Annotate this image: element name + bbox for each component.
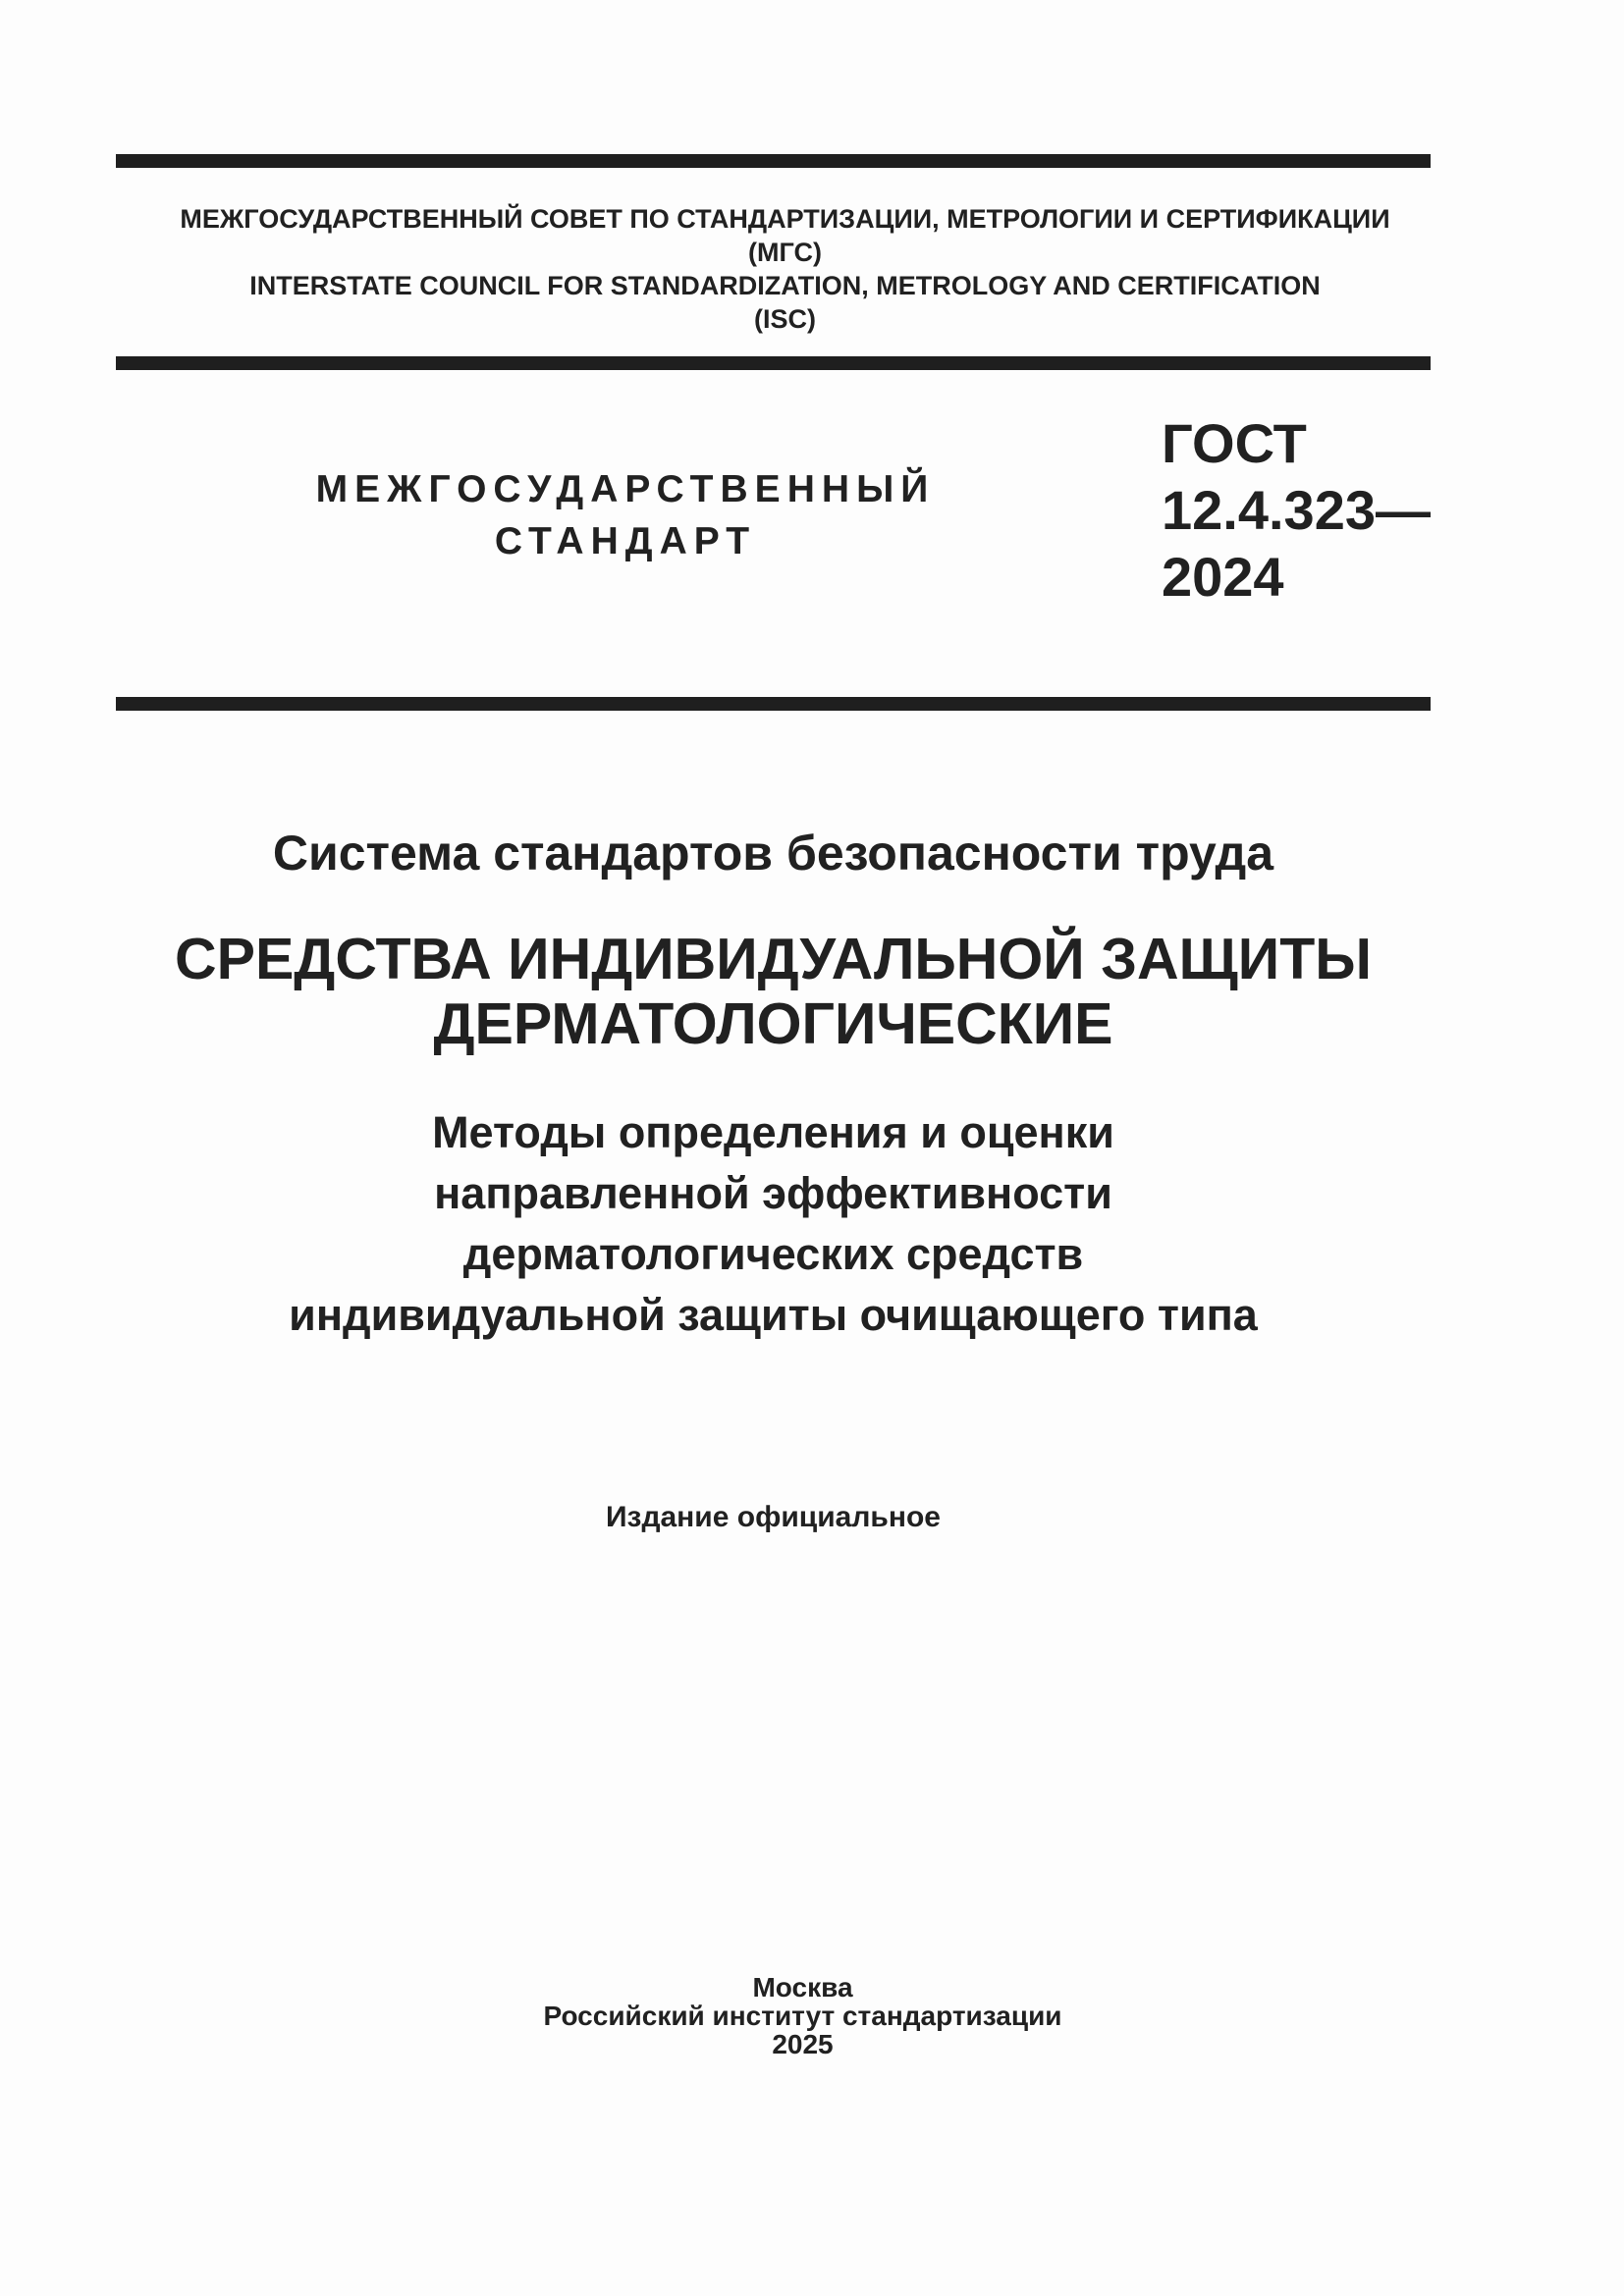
subtitle-line1: Методы определения и оценки (432, 1107, 1114, 1157)
standard-designation (1162, 410, 1431, 611)
designation-prefix: ГОСТ (1162, 412, 1307, 474)
subtitle-line2: направленной эффективности (434, 1168, 1112, 1218)
imprint-city: Москва (752, 1972, 853, 2002)
top-rule (116, 154, 1431, 168)
issuing-org-block (128, 202, 1442, 336)
subtitle-line3: дерматологических средств (462, 1229, 1084, 1279)
imprint-publisher: Российский институт стандартизации (543, 2001, 1062, 2031)
imprint-year: 2025 (772, 2029, 834, 2059)
org-abbr-ru: (МГС) (748, 238, 822, 267)
standard-type-line2: СТАНДАРТ (494, 520, 757, 562)
imprint-block (145, 1973, 1460, 2058)
subtitle (116, 1102, 1431, 1346)
designation-year: 2024 (1162, 546, 1284, 608)
designation-number: 12.4.323— (1162, 479, 1431, 541)
standards-system-title: Система стандартов безопасности труда (272, 826, 1274, 881)
standard-type-label (116, 463, 1135, 567)
org-name-en: INTERSTATE COUNCIL FOR STANDARDIZATION, METROLOGY AND CERTIFICATION (249, 271, 1321, 300)
lower-rule (116, 697, 1431, 711)
subtitle-line4: индивидуальной защиты очищающего типа (289, 1290, 1258, 1340)
main-title-line2: ДЕРМАТОЛОГИЧЕСКИЕ (433, 991, 1113, 1056)
org-name-ru: МЕЖГОСУДАРСТВЕННЫЙ СОВЕТ ПО СТАНДАРТИЗАЦИИ, МЕТРОЛОГИИ И СЕРТИФИКАЦИИ (180, 204, 1390, 234)
middle-rule (116, 356, 1431, 370)
org-abbr-en: (ISC) (754, 304, 816, 334)
main-title-line1: СРЕДСТВА ИНДИВИДУАЛЬНОЙ ЗАЩИТЫ (174, 927, 1372, 991)
edition-note: Издание официальное (605, 1501, 941, 1533)
standard-type-line1: МЕЖГОСУДАРСТВЕННЫЙ (315, 468, 936, 510)
main-title (116, 927, 1431, 1056)
